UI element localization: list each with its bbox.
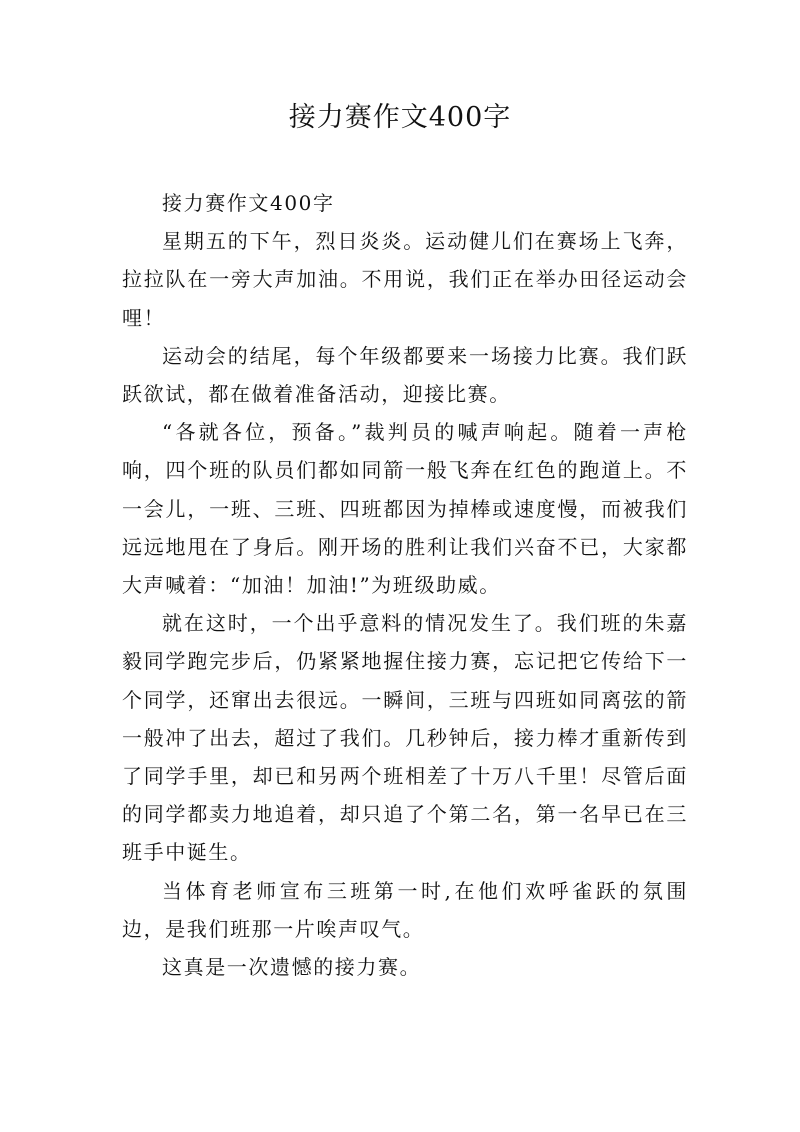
- paragraph-subtitle: 接力赛作文400字: [162, 191, 335, 215]
- paragraph: 当体育老师宣布三班第一时,在他们欢呼雀跃的氛围边，是我们班那一片唉声叹气。: [122, 878, 688, 941]
- paragraph: 星期五的下午，烈日炎炎。运动健儿们在赛场上飞奔，拉拉队在一旁大声加油。不用说，我们正在举办田径运动会哩！: [122, 229, 688, 330]
- paragraph: 这真是一次遗憾的接力赛。: [162, 955, 422, 980]
- paragraph: 运动会的结尾，每个年级都要来一场接力比赛。我们跃跃欲试，都在做着准备活动，迎接比赛。: [122, 343, 688, 407]
- document-body: [122, 184, 688, 986]
- document-title: 接力赛作文400字: [288, 102, 512, 133]
- paragraph: “各就各位，预备。”裁判员的喊声响起。随着一声枪响，四个班的队员们都如同箭一般飞奔在红色的跑道上。不一会儿，一班、三班、四班都因为掉棒或速度慢，而被我们远远地甩在了身后。刚开场的胜利让我们兴奋不已，大家都大声喊着：“加油！加油!”为班级助威。: [122, 420, 688, 598]
- paragraph: 就在这时，一个出乎意料的情况发生了。我们班的朱嘉毅同学跑完步后，仍紧紧地握住接力赛，忘记把它传给下一个同学，还窜出去很远。一瞬间，三班与四班如同离弦的箭一般冲了出去，超过了我们。几秒钟后，接力棒才重新传到了同学手里，却已和另两个班相差了十万八千里！尽管后面的同学都卖力地追着，却只追了个第二名，第一名早已在三班手中诞生。: [122, 611, 688, 865]
